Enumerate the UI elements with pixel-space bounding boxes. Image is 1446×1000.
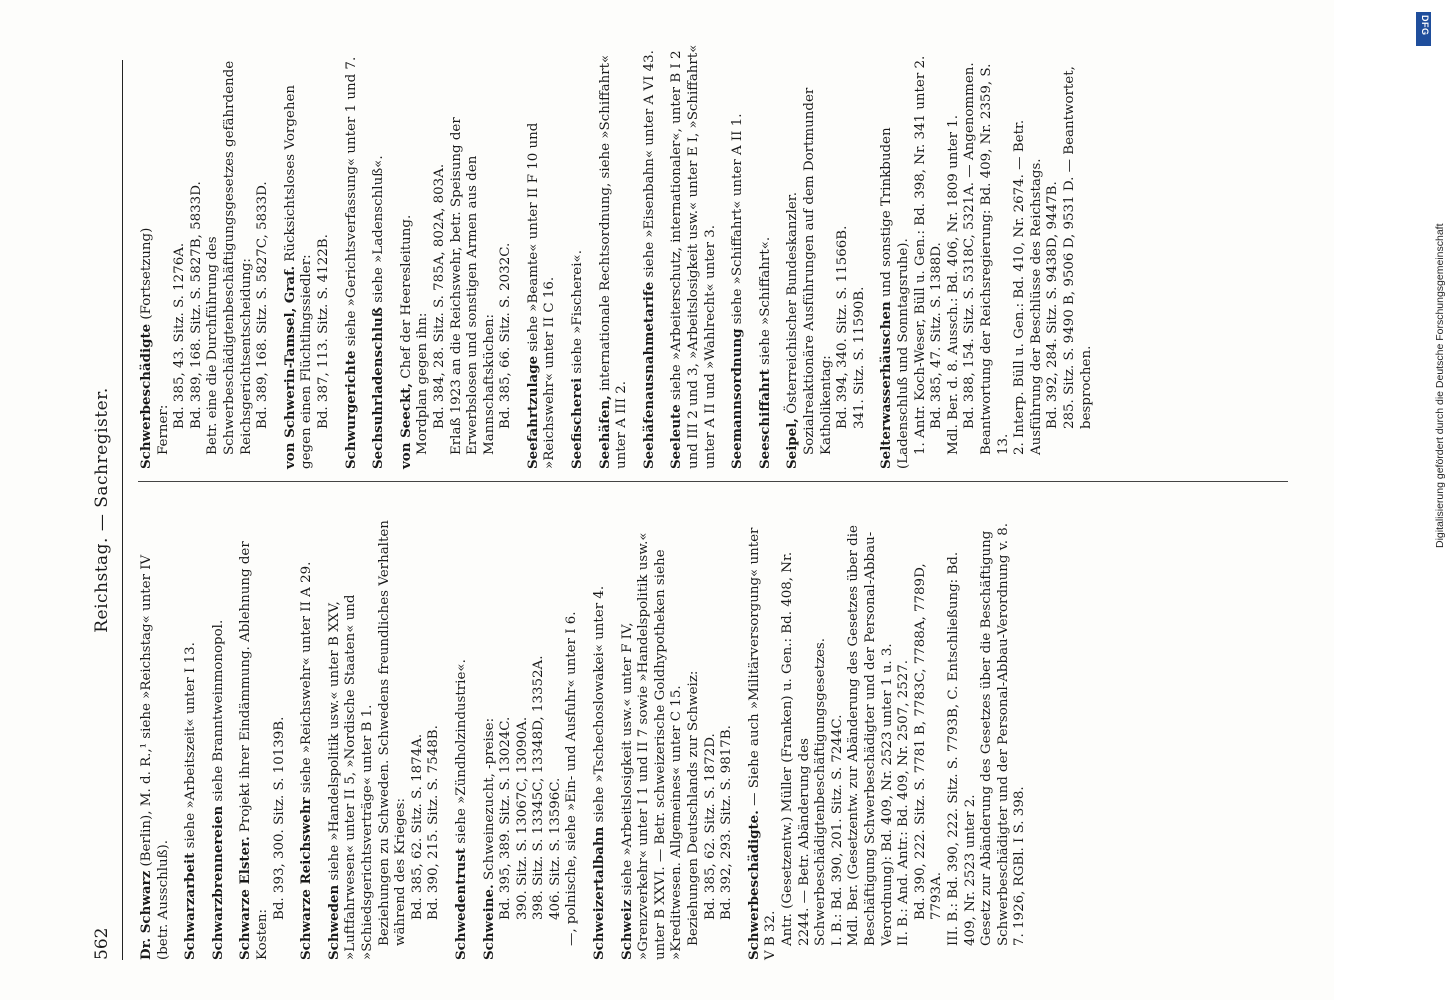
entry-first-line <box>237 520 271 960</box>
entry-text: siehe »Arbeitszeit« unter I 13. <box>183 642 199 849</box>
entry-reference: Bd. 385, 62. Sitz. S. 1872D. <box>702 733 718 920</box>
entry-keyword: Schwedentrust <box>452 848 469 960</box>
entry-first-line <box>398 41 416 469</box>
entry-text: Rücksichtsloses Vorgehen gegen einen Flüchtlingssiedler: <box>282 84 315 469</box>
entry-first-line <box>746 520 780 960</box>
index-entry <box>668 41 719 469</box>
entry-reference: Bd. 389, 168. Sitz. S. 5827C, 5833D. <box>255 181 271 429</box>
index-entry <box>784 41 868 469</box>
entry-reference: 406. Sitz. S. 13596C. <box>547 777 563 920</box>
index-entry <box>878 41 1095 469</box>
entry-first-line <box>453 520 471 960</box>
entry-text: Schweinezucht, -preise: <box>481 717 497 881</box>
entry-text: siehe Branntweinmonopol. <box>210 619 226 802</box>
entry-reference: Bd. 385, 47. Sitz. S. 1388D. <box>929 242 945 429</box>
entry-first-line <box>370 41 388 469</box>
entry-first-line <box>138 41 156 469</box>
entry-reference: Bd. 392, 293. Sitz. S. 9817B. <box>719 725 735 920</box>
page-header <box>86 60 123 960</box>
entry-keyword: Schwarzbrennereien <box>209 805 226 960</box>
entry-text: siehe »Ladenschluß«. <box>371 155 387 303</box>
stamp-text: Digitalisierung gefördert durch die Deutsche Forschungsgemeinschaft <box>1434 223 1446 548</box>
entry-line: Beziehungen Deutschlands zur Schweiz: <box>686 670 702 946</box>
index-entry <box>298 520 316 960</box>
entry-first-line <box>525 41 559 469</box>
entry-line: Sozialreaktionäre Ausführungen auf dem Dortmunder Katholikentag: <box>802 87 834 455</box>
entry-reference: 341. Sitz. S. 11590B. <box>851 286 867 429</box>
index-entry <box>210 520 228 960</box>
entry-text: internationale Rechtsordnung, siehe »Schiffahrt« unter A III 2. <box>597 54 630 469</box>
entry-text: Chef der Heeresleitung. <box>398 214 414 379</box>
index-entry <box>343 41 361 469</box>
entry-keyword: Schwerbeschädigte. <box>745 810 762 960</box>
entry-keyword: Schwarze Elster. <box>237 836 254 960</box>
entry-keyword: Seehäfenausnahmetarife <box>640 281 657 469</box>
entry-line: Betr. eine die Durchführung des Schwerbeschädigtenbeschäftigungsgesetzes gefährdende Reichsgerichtsentscheidung: <box>205 60 254 455</box>
index-entry <box>591 520 609 960</box>
entry-line: Gesetz zur Abänderung des Gesetzes über die Beschäftigung Schwerbeschädigter und der Personal-Abbau-Verordnung v. 8. 7. 1926, RGBl. I S. 398. <box>979 523 1028 946</box>
entry-first-line <box>784 41 802 469</box>
index-entry <box>138 41 272 469</box>
entry-keyword: Schwerbeschädigte <box>138 323 154 469</box>
index-entry <box>525 41 559 469</box>
entry-keyword: Schwurgerichte <box>342 350 359 469</box>
entry-keyword: Sechsuhrladenschluß <box>370 307 387 469</box>
index-entry <box>619 520 736 960</box>
entry-keyword: Selterwasserhäuschen <box>878 301 895 469</box>
left-column <box>138 520 1288 960</box>
index-entry <box>282 41 333 469</box>
entry-first-line <box>569 41 587 469</box>
entry-keyword: Schweizertalbahn <box>591 826 608 960</box>
entry-keyword: Seeleute <box>668 404 685 469</box>
index-entry <box>757 41 775 469</box>
entry-keyword: Seefahrtzulage <box>524 355 541 469</box>
index-entry <box>182 520 200 960</box>
entry-line: III. B.: Bd. 390, 222. Sitz. S. 7793B, C. Entschließung: Bd. 409, Nr. 2523 unter 2. <box>945 551 978 946</box>
entry-line: Mordplan gegen ihn: <box>415 312 431 455</box>
entry-reference: Bd. 385, 62. Sitz. S. 1874A. <box>409 733 425 920</box>
entry-text: — Siehe auch »Militärversorgung« unter V B 32. <box>746 527 779 960</box>
entry-line: Antr. (Gesetzentw.) Müller (Franken) u. Gen.: Bd. 408, Nr. 2244. — Betr. Abänderung des Schwerbeschädigtenbeschäftigungsgesetzes. <box>780 551 829 946</box>
entry-reference: 285. Sitz. S. 9490 B, 9506 D, 9531 D. — Beantwortet, besprochen. <box>1061 66 1094 429</box>
entry-first-line <box>591 520 609 960</box>
entry-keyword: Schweiz <box>618 899 635 960</box>
index-entry <box>569 41 587 469</box>
entry-line: Ferner: <box>155 404 171 455</box>
entry-keyword: Seehäfen, <box>596 395 613 469</box>
entry-keyword: Dr. Schwarz <box>138 870 154 960</box>
entry-text: Projekt ihrer Eindämmung. Ablehnung der Kosten: <box>238 541 270 960</box>
entry-keyword: Seeschiffahrt <box>756 369 773 469</box>
entry-first-line <box>298 520 316 960</box>
entry-reference: Bd. 385, 43. Sitz. S. 1276A. <box>172 242 188 429</box>
entry-text: (Fortsetzung) <box>139 227 154 320</box>
entry-line: Beziehungen zu Schweden. Schwedens freundliches Verhalten während des Krieges: <box>376 520 409 946</box>
entry-reference: Bd. 384, 28. Sitz. S. 785A, 802A, 803A. <box>431 163 447 429</box>
entry-text: und sonstige Trinkbuden (Ladenschluß und Sonntagsruhe). <box>879 127 911 469</box>
entry-text: siehe »Arbeiterschutz, internationaler«, unter B I 2 und III 2 und 3, »Arbeitslosigkeit usw.« unter E I, »Schiffahrt« unter A II und »Wahlrecht« unter 3. <box>669 44 718 469</box>
entry-first-line <box>878 41 912 469</box>
running-title: Reichstag. — Sachregister. <box>92 387 112 633</box>
entry-keyword: von Schwerin-Tamsel, Graf. <box>281 265 298 469</box>
index-entry <box>326 520 443 960</box>
index-entry <box>237 520 288 960</box>
entry-keyword: Schweine. <box>480 884 497 960</box>
entry-text: siehe »Zündholzindustrie«. <box>453 659 469 844</box>
entry-reference: 398. Sitz. S. 13345C, 13348D, 13352A. <box>531 655 547 920</box>
index-entry <box>746 520 1029 960</box>
index-entry <box>453 520 471 960</box>
entry-keyword: Seipel, <box>784 418 801 469</box>
entry-first-line <box>138 520 172 960</box>
entry-reference: Bd. 388, 154. Sitz. S. 5318C, 5321A. — Angenommen. <box>962 62 978 429</box>
entry-line: II. B.: And. Antr.: Bd. 409, Nr. 2507, 2527. <box>896 659 912 946</box>
entry-first-line <box>757 41 775 469</box>
entry-reference: 390. Sitz. S. 13067C, 13090A. <box>514 716 530 920</box>
entry-first-line <box>597 41 631 469</box>
page-number: 562 <box>92 927 112 960</box>
entry-text: siehe »Arbeitslosigkeit usw.« unter F IV, »Grenzverkehr« unter I 1 und II 7 sowie »Handelspolitik usw.« unter B XXVI. — Betr. schweizerische Goldhypotheken siehe »Kreditwesen. Allgemeines« unter C 15. <box>619 532 685 960</box>
entry-keyword: Seefischerei <box>569 377 586 469</box>
entry-reference: Bd. 390, 222. Sitz. S. 7781 B, 7783C, 7788A, 7789D, 7793A. <box>912 563 945 920</box>
right-column <box>138 41 1288 482</box>
entry-line: 1. Antr. Koch-Weser, Büll u. Gen.: Bd. 398, Nr. 341 unter 2. <box>912 55 928 455</box>
index-entry <box>597 41 631 469</box>
entry-line: Mdl. Ber. (Gesetzentw. zur Abänderung des Gesetzes über die Beschäftigung Schwerbeschädigter und der Personal-Abbau-Verordnung): Bd. 409, Nr. 2523 unter 1 u. 3. <box>846 525 895 946</box>
entry-first-line <box>282 41 316 469</box>
entry-reference: Bd. 395, 389. Sitz. S. 13024C. <box>498 716 514 920</box>
index-entry <box>398 41 515 469</box>
entry-reference: Bd. 394, 340. Sitz. S. 11566B. <box>835 225 851 429</box>
entry-text: siehe »Reichswehr« unter II A 29. <box>299 561 315 794</box>
entry-first-line <box>729 41 747 469</box>
entry-line: Erlaß 1923 an die Reichswehr, betr. Speisung der Erwerbslosen und sonstigen Armen aus den Mannschaftsküchen: <box>448 117 497 455</box>
digitization-stamp <box>1414 8 1446 992</box>
entry-first-line <box>481 520 499 960</box>
entry-reference: Bd. 385, 66. Sitz. S. 2032C. <box>498 242 514 429</box>
entry-keyword: Seemannsordnung <box>729 328 746 469</box>
entry-reference: Bd. 392, 284. Sitz. S. 9438D, 9447B. <box>1045 181 1061 429</box>
entry-first-line <box>182 520 200 960</box>
entry-first-line <box>343 41 361 469</box>
entry-text: siehe »Tschechoslowakei« unter 4. <box>592 585 608 823</box>
entry-line: Mdl. Ber. d. 8. Aussch.: Bd. 406, Nr. 1809 unter 1. <box>945 114 961 455</box>
entry-first-line <box>641 41 659 469</box>
entry-text: Österreichischer Bundeskanzler. <box>785 192 801 414</box>
entry-first-line <box>619 520 686 960</box>
entry-line: —, polnische, siehe »Ein- und Ausfuhr« unter I 6. <box>564 611 580 946</box>
entry-text: siehe »Schiffahrt«. <box>757 236 773 365</box>
index-entry <box>641 41 659 469</box>
entry-first-line <box>668 41 719 469</box>
entry-line: 2. Interp. Büll u. Gen.: Bd. 410, Nr. 2674. — Betr. Ausführung der Beschlüsse des Reichstags. <box>1012 119 1044 455</box>
entry-text: siehe »Eisenbahn« unter A VI 43. <box>641 50 657 278</box>
entry-text: (Berlin), M. d. R.,¹ siehe »Reichstag« unter IV (betr. Ausschluß). <box>139 554 171 960</box>
entry-reference: Bd. 387, 113. Sitz. S. 4122B. <box>315 234 331 429</box>
entry-reference: Bd. 393, 300. Sitz. S. 10139B. <box>271 716 287 920</box>
entry-line: Beantwortung der Reichsregierung: Bd. 409, Nr. 2359, S. 13. <box>978 63 1011 455</box>
entry-first-line <box>326 520 377 960</box>
entry-keyword: von Seeckt, <box>397 382 414 469</box>
entry-keyword: Schwarze Reichswehr <box>298 797 315 960</box>
entry-text: siehe »Beamte« unter II F 10 und »Reichswehr« unter II C 16. <box>525 122 558 469</box>
dfg-logo: DFG <box>1416 12 1431 46</box>
index-entry <box>370 41 388 469</box>
index-entry <box>481 520 582 960</box>
entry-text: siehe »Schiffahrt« unter A II 1. <box>730 113 746 325</box>
entry-first-line <box>210 520 228 960</box>
entry-keyword: Schwarzarbeit <box>182 852 199 960</box>
entry-keyword: Schweden <box>325 884 342 960</box>
entry-line: I. B.: Bd. 390, 201. Sitz. S. 7244C. <box>829 714 845 946</box>
entry-reference: Bd. 390, 215. Sitz. S. 7548B. <box>426 725 442 920</box>
index-entry <box>138 520 172 960</box>
entry-text: siehe »Gerichtsverfassung« unter 1 und 7. <box>343 56 359 347</box>
entry-text: siehe »Fischerei«. <box>570 250 586 374</box>
entry-text: siehe »Handelspolitik usw.« unter B XXV, »Luftfahrwesen« unter II 5, »Nordische Staaten« und »Schiedsgerichtsverträge« unter B 1. <box>326 594 375 960</box>
entry-reference: Bd. 389, 168. Sitz. S. 5827B, 5833D. <box>188 181 204 429</box>
index-entry <box>729 41 747 469</box>
